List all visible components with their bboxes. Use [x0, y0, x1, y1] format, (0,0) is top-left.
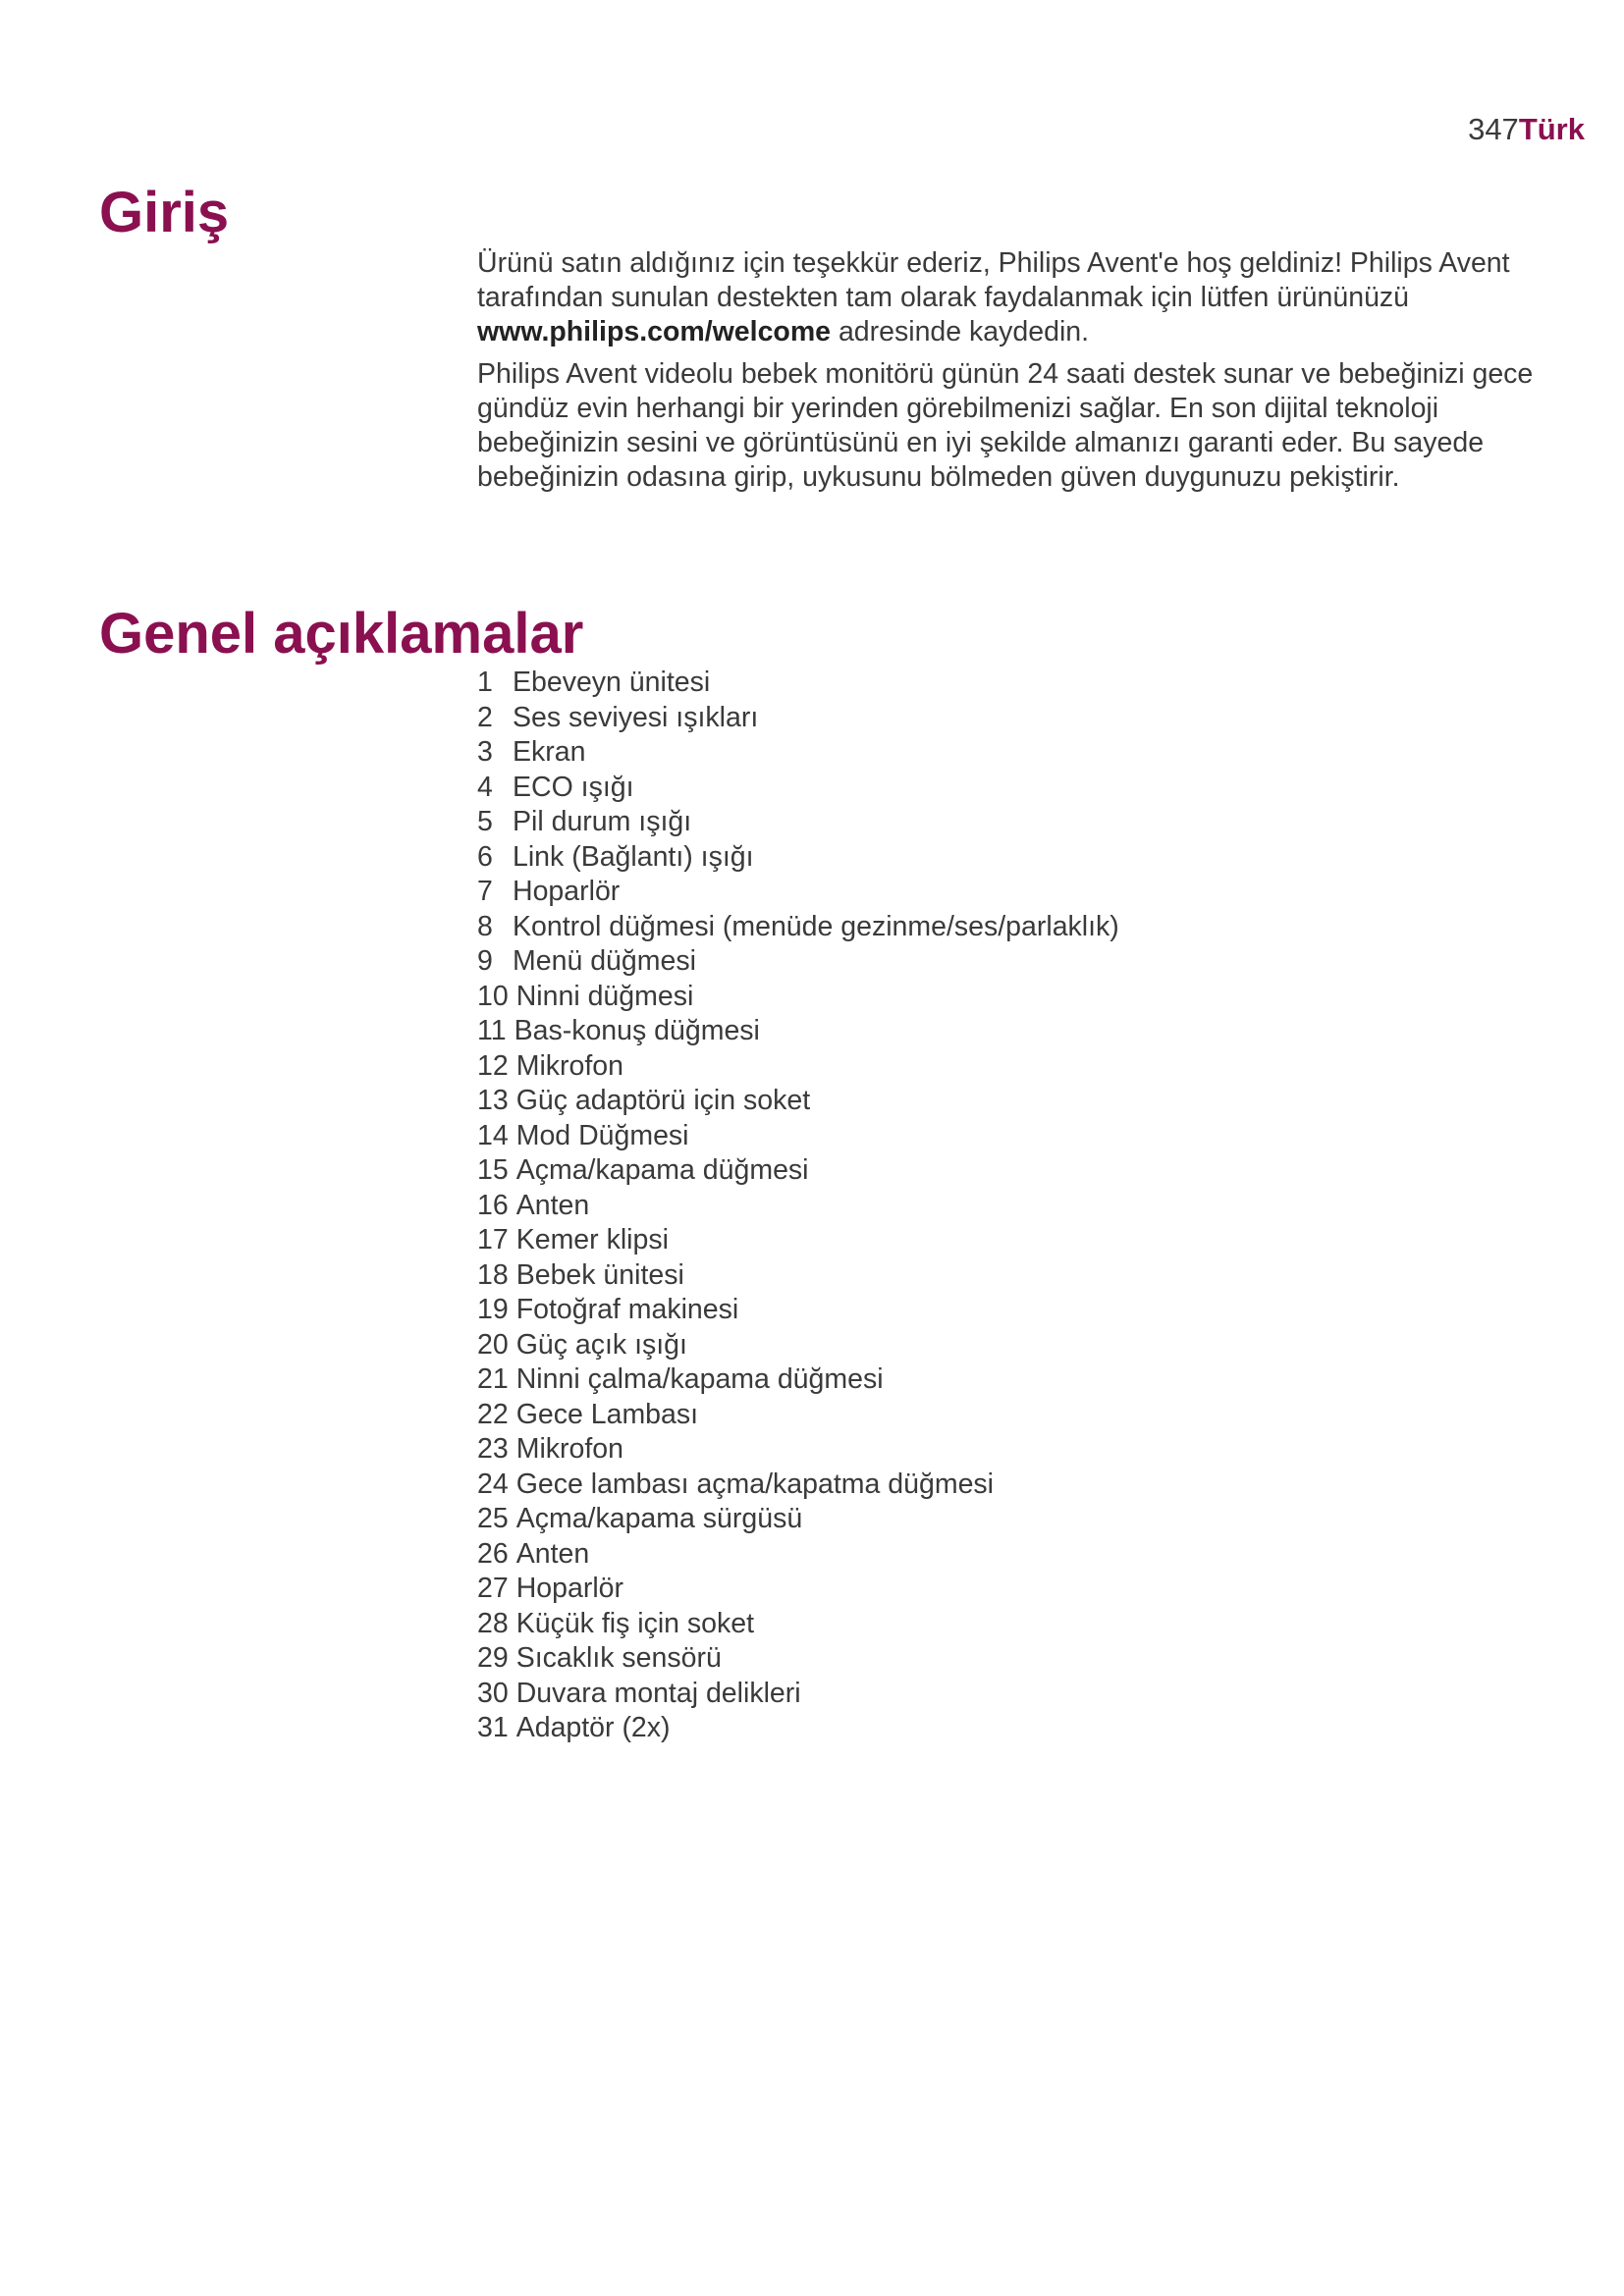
item-number: 30: [477, 1677, 509, 1709]
item-number: 16: [477, 1189, 509, 1221]
list-item: [477, 666, 1547, 701]
list-item: [477, 771, 1547, 806]
item-label: Gece lambası açma/kapatma düğmesi: [515, 1468, 995, 1500]
item-number: 11: [477, 1015, 507, 1046]
item-number: 8: [477, 910, 493, 942]
list-item: [477, 1328, 1547, 1363]
general-description-title: Genel açıklamalar: [99, 602, 584, 666]
item-label: Duvara montaj delikleri: [515, 1677, 801, 1709]
list-item: [477, 1677, 1547, 1712]
item-label: Fotoğraf makinesi: [515, 1294, 739, 1325]
item-label: Ses seviyesi ışıkları: [513, 701, 759, 733]
item-number: 1: [477, 667, 493, 698]
list-item: [477, 1258, 1547, 1294]
item-label: Mikrofon: [515, 1433, 623, 1465]
item-label: Mikrofon: [515, 1049, 623, 1082]
item-label: Açma/kapama düğmesi: [515, 1154, 809, 1186]
list-item: [477, 1049, 1547, 1085]
item-number: 7: [477, 876, 493, 907]
list-item: [477, 1119, 1547, 1154]
list-item: [477, 1223, 1547, 1258]
item-label: Anten: [515, 1189, 590, 1221]
item-label: Bas-konuş düğmesi: [514, 1015, 760, 1046]
item-number: 27: [477, 1573, 509, 1604]
list-item: [477, 1502, 1547, 1537]
intro-paragraph-2: Philips Avent videolu bebek monitörü günün 24 saati destek sunar ve bebeğinizi gece gündüz evin herhangi bir yerinden görebilmenizi sağlar. En son dijital teknoloji bebeğinizin sesini ve görüntüsünü en iyi şekilde almanızı garanti eder. Bu sayede bebeğinizin odasına girip, uykusunu bölmeden güven duygunuzu pekiştirir.: [477, 358, 1534, 493]
item-number: 19: [477, 1294, 509, 1325]
item-number: 13: [477, 1085, 509, 1116]
list-item: [477, 1189, 1547, 1224]
list-item: [477, 1572, 1547, 1607]
page-header: [1468, 114, 1585, 144]
list-item: [477, 1641, 1547, 1677]
item-number: 29: [477, 1642, 509, 1674]
list-item: [477, 1711, 1547, 1746]
item-label: ECO ışığı: [513, 771, 634, 803]
item-number: 23: [477, 1433, 509, 1465]
welcome-url: www.philips.com/welcome: [477, 316, 832, 347]
intro-text-after-url: adresinde kaydedin.: [831, 316, 1090, 347]
item-label: Hoparlör: [515, 1573, 623, 1604]
item-number: 14: [477, 1119, 509, 1151]
item-number: 12: [477, 1049, 509, 1082]
item-label: Pil durum ışığı: [513, 806, 692, 837]
list-item: [477, 980, 1547, 1015]
item-number: 21: [477, 1363, 509, 1395]
item-label: Ekran: [513, 736, 586, 768]
item-number: 17: [477, 1224, 509, 1255]
intro-text-before-url: Ürünü satın aldığınız için teşekkür ederiz, Philips Avent'e hoş geldiniz! Philips Avent tarafından sunulan destekten tam olarak faydalanmak için lütfen ürününüzü: [477, 247, 1510, 313]
item-label: Bebek ünitesi: [515, 1258, 684, 1291]
item-label: Mod Düğmesi: [515, 1119, 689, 1151]
language-label: Türk: [1518, 112, 1585, 146]
item-label: Ninni düğmesi: [515, 980, 694, 1012]
page-number: 347: [1468, 112, 1519, 146]
list-item: [477, 944, 1547, 980]
item-number: 9: [477, 945, 493, 977]
item-number: 31: [477, 1712, 509, 1743]
item-label: Kontrol düğmesi (menüde gezinme/ses/parlaklık): [513, 910, 1119, 942]
intro-section: [477, 246, 1547, 503]
list-item: [477, 735, 1547, 771]
list-item: [477, 1014, 1547, 1049]
intro-paragraph-1: [477, 246, 1547, 349]
item-number: 18: [477, 1258, 509, 1291]
item-number: 25: [477, 1503, 509, 1534]
item-label: Menü düğmesi: [513, 945, 696, 977]
item-label: Ebeveyn ünitesi: [513, 667, 711, 698]
list-item: [477, 1084, 1547, 1119]
item-number: 6: [477, 840, 493, 873]
list-item: [477, 1398, 1547, 1433]
list-item: [477, 1293, 1547, 1328]
item-label: Link (Bağlantı) ışığı: [513, 840, 754, 873]
item-label: Gece Lambası: [515, 1398, 699, 1430]
list-item: [477, 701, 1547, 736]
item-label: Adaptör (2x): [515, 1712, 671, 1743]
item-number: 15: [477, 1154, 509, 1186]
parts-list: [477, 666, 1547, 1746]
item-number: 2: [477, 701, 493, 733]
list-item: [477, 1468, 1547, 1503]
item-number: 4: [477, 771, 493, 803]
item-number: 24: [477, 1468, 509, 1500]
list-item: [477, 1153, 1547, 1189]
list-item: [477, 1362, 1547, 1398]
item-number: 5: [477, 806, 493, 837]
parts-section: [477, 666, 1547, 1746]
list-item: [477, 805, 1547, 840]
list-item: [477, 1537, 1547, 1573]
list-item: [477, 840, 1547, 876]
list-item: [477, 1607, 1547, 1642]
item-label: Açma/kapama sürgüsü: [515, 1503, 803, 1534]
item-label: Güç açık ışığı: [515, 1328, 687, 1361]
item-number: 3: [477, 736, 493, 768]
item-label: Anten: [515, 1537, 590, 1570]
list-item: [477, 875, 1547, 910]
item-number: 26: [477, 1537, 509, 1570]
item-label: Sıcaklık sensörü: [515, 1642, 722, 1674]
item-number: 20: [477, 1328, 509, 1361]
item-label: Kemer klipsi: [515, 1224, 669, 1255]
list-item: [477, 910, 1547, 945]
list-item: [477, 1432, 1547, 1468]
item-number: 10: [477, 980, 509, 1012]
intro-title: Giriş: [99, 181, 230, 244]
item-label: Ninni çalma/kapama düğmesi: [515, 1363, 884, 1395]
item-label: Küçük fiş için soket: [515, 1607, 755, 1639]
item-number: 28: [477, 1607, 509, 1639]
item-label: Hoparlör: [513, 876, 621, 907]
item-number: 22: [477, 1398, 509, 1430]
item-label: Güç adaptörü için soket: [515, 1085, 811, 1116]
